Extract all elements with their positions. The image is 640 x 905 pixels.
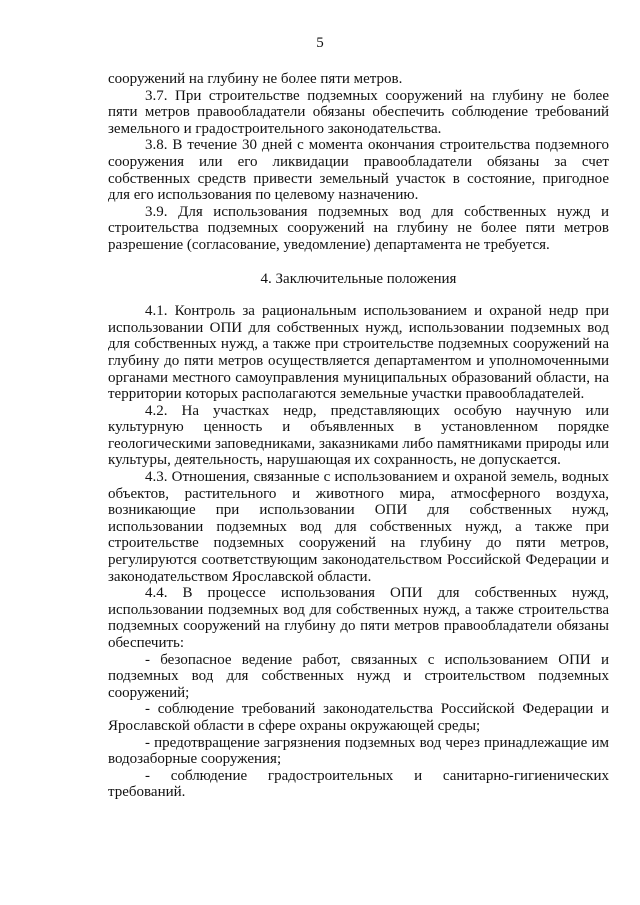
paragraph-4-3: 4.3. Отношения, связанные с использованием и охраной земель, водных объектов, растительного и животного мира, атмосферного воздуха, возникающие при использовании ОПИ для собственных нужд, использовании подземных вод для собственных нужд, а также при строительстве подземных сооружений на глубину до пяти метров, регулируются соответствующим законодательством Российской Федерации и законодательством Ярославской области. xyxy=(108,469,609,585)
bullet-item: - предотвращение загрязнения подземных вод через принадлежащие им водозаборные сооружения; xyxy=(108,734,609,768)
page-number: 5 xyxy=(316,35,324,51)
paragraph-3-8: 3.8. В течение 30 дней с момента окончания строительства подземного сооружения или его ликвидации правообладатели обязаны за счет собственных средств привести земельный участок в состояние, пригодное для его использования по целевому назначению. xyxy=(108,137,609,204)
section-heading: 4. Заключительные положения xyxy=(260,270,457,287)
paragraph-4-2: 4.2. На участках недр, представляющих особую научную или культурную ценность и объявленных в установленном порядке геологическими заповедниками, заказниками либо памятниками природы или культуры, деятельность, нарушающая их сохранность, не допускается. xyxy=(108,402,609,469)
bullet-item: - соблюдение градостроительных и санитарно-гигиенических требований. xyxy=(108,767,609,801)
bullet-item: - соблюдение требований законодательства Российской Федерации и Ярославской области в сфере охраны окружающей среды; xyxy=(108,701,609,734)
paragraph-continuation: сооружений на глубину не более пяти метров. xyxy=(108,71,403,87)
document-body xyxy=(108,71,609,801)
paragraph-4-4: 4.4. В процессе использования ОПИ для собственных нужд, использовании подземных вод для собственных нужд, а также строительства подземных сооружений на глубину до пяти метров правообладатели обязаны обеспечить: xyxy=(108,585,609,651)
paragraph-4-1: 4.1. Контроль за рациональным использованием и охраной недр при использовании ОПИ для собственных нужд, использовании подземных вод для собственных нужд, а также при строительстве подземных сооружений на глубину до пяти метров осуществляется департаментом и уполномоченными органами местного самоуправления муниципальных образований области, на территории которых располагаются земельные участки правообладателей. xyxy=(108,303,609,403)
paragraph-3-7: 3.7. При строительстве подземных сооружений на глубину не более пяти метров правообладатели обязаны обеспечить соблюдение требований земельного и градостроительного законодательства. xyxy=(108,87,609,137)
bullet-item: - безопасное ведение работ, связанных с использованием ОПИ и подземных вод для собственных нужд и строительством подземных сооружений; xyxy=(108,651,609,701)
paragraph-3-9: 3.9. Для использования подземных вод для собственных нужд и строительства подземных сооружений на глубину не более пяти метров разрешение (согласование, уведомление) департамента не требуется. xyxy=(108,203,609,253)
